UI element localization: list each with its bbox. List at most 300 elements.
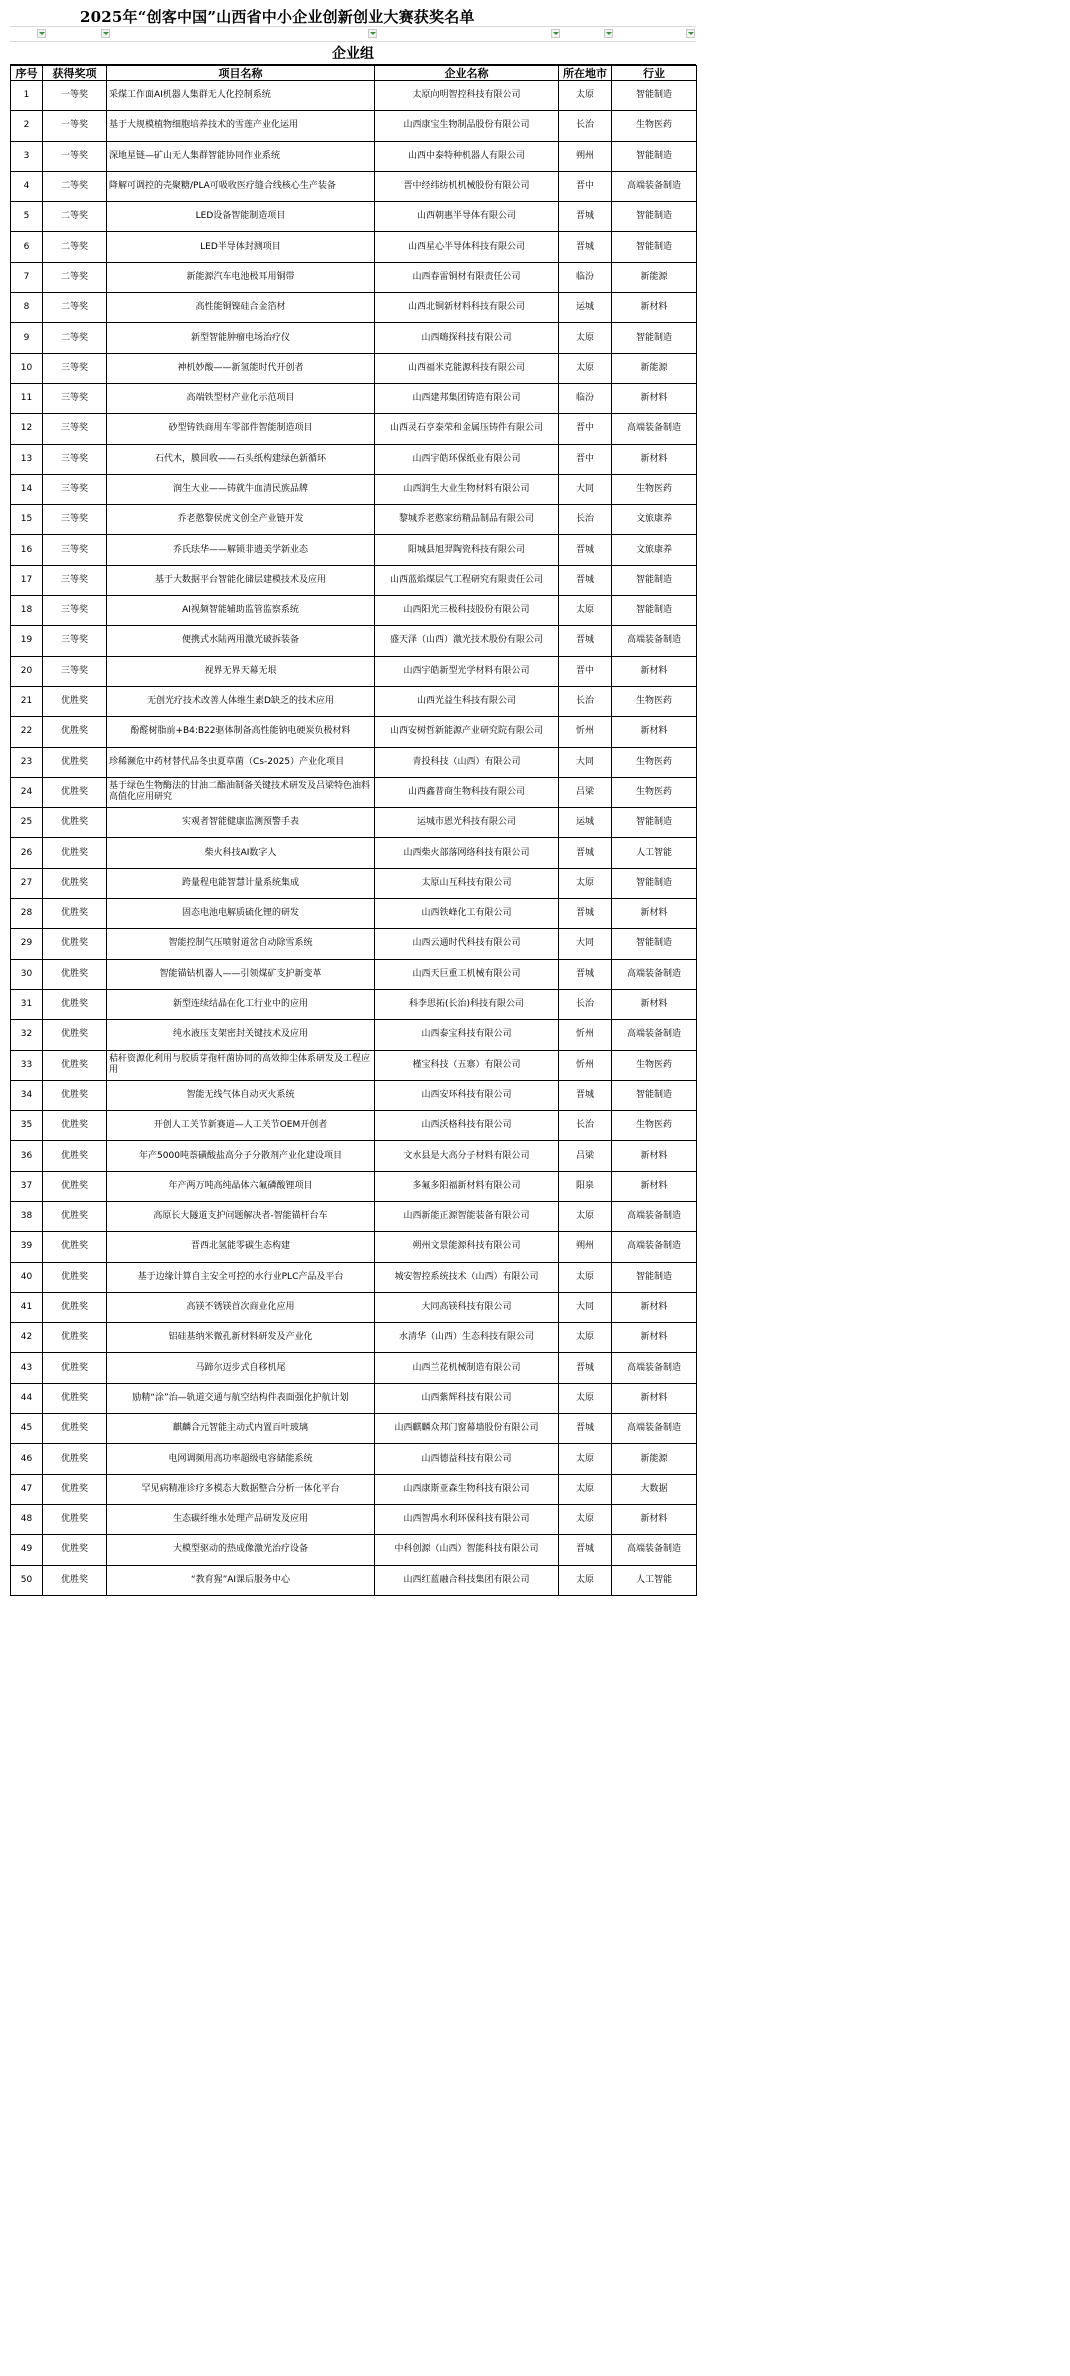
index-cell[interactable]: 9	[11, 323, 43, 353]
city-cell[interactable]: 晋中	[559, 444, 612, 474]
city-cell[interactable]: 大同	[559, 747, 612, 777]
project-cell[interactable]: 珍稀濒危中药材替代品冬虫夏草菌（Cs-2025）产业化项目	[107, 747, 375, 777]
index-cell[interactable]: 40	[11, 1262, 43, 1292]
project-cell[interactable]: 基于大数据平台智能化储层建模技术及应用	[107, 565, 375, 595]
award-cell[interactable]: 优胜奖	[43, 1201, 107, 1231]
industry-cell[interactable]: 新材料	[612, 1383, 697, 1413]
industry-cell[interactable]: 高端装备制造	[612, 414, 697, 444]
award-cell[interactable]: 三等奖	[43, 565, 107, 595]
industry-cell[interactable]: 智能制造	[612, 202, 697, 232]
city-cell[interactable]: 太原	[559, 323, 612, 353]
index-cell[interactable]: 8	[11, 293, 43, 323]
award-cell[interactable]: 三等奖	[43, 656, 107, 686]
index-cell[interactable]: 39	[11, 1232, 43, 1262]
project-cell[interactable]: 新能源汽车电池极耳用铜带	[107, 262, 375, 292]
award-cell[interactable]: 二等奖	[43, 171, 107, 201]
index-cell[interactable]: 16	[11, 535, 43, 565]
company-cell[interactable]: 山西朝惠半导体有限公司	[375, 202, 559, 232]
index-cell[interactable]: 25	[11, 808, 43, 838]
project-cell[interactable]: LED半导体封测项目	[107, 232, 375, 262]
company-cell[interactable]: 山西天巨重工机械有限公司	[375, 959, 559, 989]
index-cell[interactable]: 10	[11, 353, 43, 383]
award-cell[interactable]: 优胜奖	[43, 1474, 107, 1504]
index-cell[interactable]: 35	[11, 1111, 43, 1141]
project-cell[interactable]: 新型智能肿瘤电场治疗仪	[107, 323, 375, 353]
project-cell[interactable]: 电网调频用高功率超级电容储能系统	[107, 1444, 375, 1474]
industry-cell[interactable]: 智能制造	[612, 232, 697, 262]
index-cell[interactable]: 22	[11, 717, 43, 747]
index-cell[interactable]: 46	[11, 1444, 43, 1474]
industry-cell[interactable]: 新材料	[612, 1141, 697, 1171]
project-cell[interactable]: 麒麟合元智能主动式内置百叶玻璃	[107, 1414, 375, 1444]
industry-cell[interactable]: 智能制造	[612, 1262, 697, 1292]
city-cell[interactable]: 太原	[559, 596, 612, 626]
award-cell[interactable]: 二等奖	[43, 323, 107, 353]
award-cell[interactable]: 优胜奖	[43, 929, 107, 959]
industry-cell[interactable]: 高端装备制造	[612, 959, 697, 989]
company-cell[interactable]: 朔州文景能源科技有限公司	[375, 1232, 559, 1262]
award-cell[interactable]: 优胜奖	[43, 1565, 107, 1595]
index-cell[interactable]: 7	[11, 262, 43, 292]
project-cell[interactable]: 开创人工关节新赛道—人工关节OEM开创者	[107, 1111, 375, 1141]
city-cell[interactable]: 晋城	[559, 1353, 612, 1383]
industry-cell[interactable]: 智能制造	[612, 81, 697, 111]
city-cell[interactable]: 阳泉	[559, 1171, 612, 1201]
award-cell[interactable]: 三等奖	[43, 444, 107, 474]
index-cell[interactable]: 24	[11, 777, 43, 807]
company-cell[interactable]: 槿宝科技（五寨）有限公司	[375, 1050, 559, 1080]
industry-cell[interactable]: 生物医药	[612, 111, 697, 141]
company-cell[interactable]: 山西柴火部落网络科技有限公司	[375, 838, 559, 868]
company-cell[interactable]: 黎城乔老憨家纺精品制品有限公司	[375, 505, 559, 535]
company-cell[interactable]: 山西北铜新材料科技有限公司	[375, 293, 559, 323]
company-cell[interactable]: 山西春雷铜材有限责任公司	[375, 262, 559, 292]
index-cell[interactable]: 31	[11, 989, 43, 1019]
index-cell[interactable]: 41	[11, 1292, 43, 1322]
city-cell[interactable]: 太原	[559, 1262, 612, 1292]
project-cell[interactable]: 生态碳纤维水处理产品研发及应用	[107, 1504, 375, 1534]
company-cell[interactable]: 山西阳光三极科技股份有限公司	[375, 596, 559, 626]
industry-cell[interactable]: 大数据	[612, 1474, 697, 1504]
index-cell[interactable]: 14	[11, 474, 43, 504]
city-cell[interactable]: 忻州	[559, 717, 612, 747]
industry-cell[interactable]: 文旅康养	[612, 535, 697, 565]
award-cell[interactable]: 三等奖	[43, 596, 107, 626]
company-cell[interactable]: 山西宇皓新型光学材料有限公司	[375, 656, 559, 686]
company-cell[interactable]: 山西泰宝科技有限公司	[375, 1020, 559, 1050]
index-cell[interactable]: 6	[11, 232, 43, 262]
project-cell[interactable]: 年产两万吨高纯晶体六氟磷酸锂项目	[107, 1171, 375, 1201]
city-cell[interactable]: 太原	[559, 353, 612, 383]
project-cell[interactable]: 实观者智能健康监测预警手表	[107, 808, 375, 838]
award-cell[interactable]: 优胜奖	[43, 838, 107, 868]
project-cell[interactable]: 跨量程电能智慧计量系统集成	[107, 868, 375, 898]
city-cell[interactable]: 晋城	[559, 626, 612, 656]
company-cell[interactable]: 运城市恩光科技有限公司	[375, 808, 559, 838]
industry-cell[interactable]: 新材料	[612, 899, 697, 929]
award-cell[interactable]: 优胜奖	[43, 1444, 107, 1474]
city-cell[interactable]: 长治	[559, 686, 612, 716]
company-cell[interactable]: 山西沃格科技有限公司	[375, 1111, 559, 1141]
index-cell[interactable]: 11	[11, 383, 43, 413]
index-cell[interactable]: 4	[11, 171, 43, 201]
index-cell[interactable]: 33	[11, 1050, 43, 1080]
industry-cell[interactable]: 高端装备制造	[612, 1020, 697, 1050]
index-cell[interactable]: 37	[11, 1171, 43, 1201]
project-cell[interactable]: 高镁不锈镁首次商业化应用	[107, 1292, 375, 1322]
award-cell[interactable]: 优胜奖	[43, 989, 107, 1019]
project-cell[interactable]: 智能控制气压喷射道岔自动除雪系统	[107, 929, 375, 959]
industry-cell[interactable]: 生物医药	[612, 474, 697, 504]
index-cell[interactable]: 21	[11, 686, 43, 716]
industry-cell[interactable]: 高端装备制造	[612, 1535, 697, 1565]
project-cell[interactable]: 视界无界天幕无垠	[107, 656, 375, 686]
industry-cell[interactable]: 新材料	[612, 1292, 697, 1322]
company-cell[interactable]: 山西兰花机械制造有限公司	[375, 1353, 559, 1383]
city-cell[interactable]: 朔州	[559, 1232, 612, 1262]
project-cell[interactable]: 固态电池电解质硫化锂的研发	[107, 899, 375, 929]
filter-dropdown-icon[interactable]	[551, 29, 560, 38]
award-cell[interactable]: 二等奖	[43, 293, 107, 323]
project-cell[interactable]: 马蹄尔迈步式自移机尾	[107, 1353, 375, 1383]
industry-cell[interactable]: 人工智能	[612, 1565, 697, 1595]
award-cell[interactable]: 三等奖	[43, 474, 107, 504]
project-cell[interactable]: 智能锚钻机器人——引领煤矿支护新变革	[107, 959, 375, 989]
project-cell[interactable]: 年产5000吨萘磺酸盐高分子分散剂产业化建设项目	[107, 1141, 375, 1171]
industry-cell[interactable]: 智能制造	[612, 1080, 697, 1110]
company-cell[interactable]: 多氟多阳福新材料有限公司	[375, 1171, 559, 1201]
award-cell[interactable]: 优胜奖	[43, 1141, 107, 1171]
city-cell[interactable]: 忻州	[559, 1020, 612, 1050]
award-cell[interactable]: 三等奖	[43, 535, 107, 565]
company-cell[interactable]: 盛天泽（山西）激光技术股份有限公司	[375, 626, 559, 656]
project-cell[interactable]: 柴火科技AI数字人	[107, 838, 375, 868]
company-cell[interactable]: 山西星心半导体科技有限公司	[375, 232, 559, 262]
award-cell[interactable]: 优胜奖	[43, 1414, 107, 1444]
industry-cell[interactable]: 高端装备制造	[612, 1414, 697, 1444]
company-cell[interactable]: 山西新能正源智能装备有限公司	[375, 1201, 559, 1231]
city-cell[interactable]: 吕梁	[559, 1141, 612, 1171]
city-cell[interactable]: 太原	[559, 81, 612, 111]
project-cell[interactable]: LED设备智能制造项目	[107, 202, 375, 232]
industry-cell[interactable]: 新材料	[612, 1504, 697, 1534]
industry-cell[interactable]: 生物医药	[612, 1050, 697, 1080]
award-cell[interactable]: 优胜奖	[43, 868, 107, 898]
company-cell[interactable]: 青投科技（山西）有限公司	[375, 747, 559, 777]
filter-dropdown-icon[interactable]	[101, 29, 110, 38]
project-cell[interactable]: 励精“涂”治—轨道交通与航空结构件表面强化护航计划	[107, 1383, 375, 1413]
industry-cell[interactable]: 智能制造	[612, 596, 697, 626]
company-cell[interactable]: 山西润生大业生物材料有限公司	[375, 474, 559, 504]
industry-cell[interactable]: 智能制造	[612, 929, 697, 959]
project-cell[interactable]: 深地星链—矿山无人集群智能协同作业系统	[107, 141, 375, 171]
company-cell[interactable]: 太原山互科技有限公司	[375, 868, 559, 898]
project-cell[interactable]: “教育猩”AI课后服务中心	[107, 1565, 375, 1595]
award-cell[interactable]: 优胜奖	[43, 1535, 107, 1565]
company-cell[interactable]: 山西嗨探科技有限公司	[375, 323, 559, 353]
city-cell[interactable]: 太原	[559, 1565, 612, 1595]
city-cell[interactable]: 大同	[559, 929, 612, 959]
project-cell[interactable]: 新型连续结晶在化工行业中的应用	[107, 989, 375, 1019]
city-cell[interactable]: 大同	[559, 1292, 612, 1322]
company-cell[interactable]: 水清华（山西）生态科技有限公司	[375, 1323, 559, 1353]
industry-cell[interactable]: 智能制造	[612, 141, 697, 171]
award-cell[interactable]: 优胜奖	[43, 1111, 107, 1141]
project-cell[interactable]: 罕见病精准诊疗多模态大数据整合分析一体化平台	[107, 1474, 375, 1504]
city-cell[interactable]: 晋城	[559, 1080, 612, 1110]
award-cell[interactable]: 三等奖	[43, 414, 107, 444]
award-cell[interactable]: 优胜奖	[43, 1504, 107, 1534]
industry-cell[interactable]: 新材料	[612, 656, 697, 686]
index-cell[interactable]: 18	[11, 596, 43, 626]
industry-cell[interactable]: 新材料	[612, 293, 697, 323]
city-cell[interactable]: 晋城	[559, 1535, 612, 1565]
index-cell[interactable]: 43	[11, 1353, 43, 1383]
city-cell[interactable]: 朔州	[559, 141, 612, 171]
project-cell[interactable]: 石代木，膜回收——石头纸构建绿色新循环	[107, 444, 375, 474]
award-cell[interactable]: 优胜奖	[43, 686, 107, 716]
city-cell[interactable]: 晋城	[559, 232, 612, 262]
city-cell[interactable]: 临汾	[559, 383, 612, 413]
city-cell[interactable]: 晋城	[559, 899, 612, 929]
industry-cell[interactable]: 生物医药	[612, 777, 697, 807]
city-cell[interactable]: 大同	[559, 474, 612, 504]
index-cell[interactable]: 45	[11, 1414, 43, 1444]
industry-cell[interactable]: 文旅康养	[612, 505, 697, 535]
company-cell[interactable]: 山西德益科技有限公司	[375, 1444, 559, 1474]
industry-cell[interactable]: 新材料	[612, 1323, 697, 1353]
city-cell[interactable]: 太原	[559, 1201, 612, 1231]
industry-cell[interactable]: 高端装备制造	[612, 626, 697, 656]
award-cell[interactable]: 优胜奖	[43, 1262, 107, 1292]
award-cell[interactable]: 三等奖	[43, 383, 107, 413]
award-cell[interactable]: 优胜奖	[43, 1383, 107, 1413]
index-cell[interactable]: 27	[11, 868, 43, 898]
project-cell[interactable]: 降解可调控的壳聚糖/PLA可吸收医疗缝合线核心生产装备	[107, 171, 375, 201]
city-cell[interactable]: 太原	[559, 1474, 612, 1504]
index-cell[interactable]: 49	[11, 1535, 43, 1565]
industry-cell[interactable]: 新能源	[612, 262, 697, 292]
company-cell[interactable]: 山西福米克能源科技有限公司	[375, 353, 559, 383]
index-cell[interactable]: 48	[11, 1504, 43, 1534]
industry-cell[interactable]: 人工智能	[612, 838, 697, 868]
industry-cell[interactable]: 高端装备制造	[612, 1232, 697, 1262]
award-cell[interactable]: 优胜奖	[43, 808, 107, 838]
company-cell[interactable]: 阳城县旭羿陶瓷科技有限公司	[375, 535, 559, 565]
project-cell[interactable]: 乔氏珐华——解锁非遗美学新业态	[107, 535, 375, 565]
project-cell[interactable]: 润生大业——铸就牛血清民族品牌	[107, 474, 375, 504]
company-cell[interactable]: 山西蓝焰煤层气工程研究有限责任公司	[375, 565, 559, 595]
award-cell[interactable]: 一等奖	[43, 141, 107, 171]
company-cell[interactable]: 晋中经纬纺机机械股份有限公司	[375, 171, 559, 201]
city-cell[interactable]: 运城	[559, 293, 612, 323]
industry-cell[interactable]: 高端装备制造	[612, 171, 697, 201]
index-cell[interactable]: 2	[11, 111, 43, 141]
city-cell[interactable]: 晋中	[559, 656, 612, 686]
project-cell[interactable]: 秸秆资源化利用与胶质芽孢杆菌协同的高效抑尘体系研发及工程应用	[107, 1050, 375, 1080]
company-cell[interactable]: 山西铁峰化工有限公司	[375, 899, 559, 929]
award-cell[interactable]: 优胜奖	[43, 1050, 107, 1080]
project-cell[interactable]: 便携式水陆两用激光破拆装备	[107, 626, 375, 656]
city-cell[interactable]: 长治	[559, 111, 612, 141]
index-cell[interactable]: 19	[11, 626, 43, 656]
industry-cell[interactable]: 新材料	[612, 989, 697, 1019]
company-cell[interactable]: 太原向明智控科技有限公司	[375, 81, 559, 111]
award-cell[interactable]: 三等奖	[43, 626, 107, 656]
index-cell[interactable]: 47	[11, 1474, 43, 1504]
index-cell[interactable]: 29	[11, 929, 43, 959]
company-cell[interactable]: 文水县是大高分子材料有限公司	[375, 1141, 559, 1171]
company-cell[interactable]: 山西康宝生物制品股份有限公司	[375, 111, 559, 141]
project-cell[interactable]: 采煤工作面AI机器人集群无人化控制系统	[107, 81, 375, 111]
city-cell[interactable]: 晋城	[559, 838, 612, 868]
index-cell[interactable]: 12	[11, 414, 43, 444]
project-cell[interactable]: 铝硅基纳米微孔新材料研发及产业化	[107, 1323, 375, 1353]
index-cell[interactable]: 38	[11, 1201, 43, 1231]
project-cell[interactable]: 基于绿色生物酶法的甘油二酯油制备关键技术研发及吕梁特色油料高值化应用研究	[107, 777, 375, 807]
index-cell[interactable]: 13	[11, 444, 43, 474]
company-cell[interactable]: 山西鑫普商生物科技有限公司	[375, 777, 559, 807]
industry-cell[interactable]: 新材料	[612, 1171, 697, 1201]
award-cell[interactable]: 优胜奖	[43, 1353, 107, 1383]
company-cell[interactable]: 山西安树哲新能源产业研究院有限公司	[375, 717, 559, 747]
city-cell[interactable]: 长治	[559, 1111, 612, 1141]
project-cell[interactable]: 纯水液压支架密封关键技术及应用	[107, 1020, 375, 1050]
project-cell[interactable]: 大模型驱动的热成像激光治疗设备	[107, 1535, 375, 1565]
company-cell[interactable]: 山西云通时代科技有限公司	[375, 929, 559, 959]
award-cell[interactable]: 优胜奖	[43, 717, 107, 747]
industry-cell[interactable]: 新材料	[612, 383, 697, 413]
project-cell[interactable]: 基于大规模植物细胞培养技术的雪莲产业化运用	[107, 111, 375, 141]
index-cell[interactable]: 28	[11, 899, 43, 929]
index-cell[interactable]: 42	[11, 1323, 43, 1353]
city-cell[interactable]: 晋中	[559, 414, 612, 444]
project-cell[interactable]: 高性能铜镍硅合金箔材	[107, 293, 375, 323]
project-cell[interactable]: 砂型铸铁商用车零部件智能制造项目	[107, 414, 375, 444]
index-cell[interactable]: 30	[11, 959, 43, 989]
index-cell[interactable]: 34	[11, 1080, 43, 1110]
city-cell[interactable]: 太原	[559, 868, 612, 898]
company-cell[interactable]: 山西建邦集团铸造有限公司	[375, 383, 559, 413]
project-cell[interactable]: AI视频智能辅助监管监察系统	[107, 596, 375, 626]
company-cell[interactable]: 山西康斯亚森生物科技有限公司	[375, 1474, 559, 1504]
industry-cell[interactable]: 生物医药	[612, 1111, 697, 1141]
award-cell[interactable]: 优胜奖	[43, 1232, 107, 1262]
project-cell[interactable]: 高原长大隧道支护问题解决者-智能锚杆台车	[107, 1201, 375, 1231]
index-cell[interactable]: 26	[11, 838, 43, 868]
company-cell[interactable]: 山西光益生科技有限公司	[375, 686, 559, 716]
award-cell[interactable]: 二等奖	[43, 232, 107, 262]
industry-cell[interactable]: 高端装备制造	[612, 1353, 697, 1383]
award-cell[interactable]: 优胜奖	[43, 777, 107, 807]
project-cell[interactable]: 神机妙酸——新氢能时代开创者	[107, 353, 375, 383]
award-cell[interactable]: 优胜奖	[43, 1020, 107, 1050]
industry-cell[interactable]: 高端装备制造	[612, 1201, 697, 1231]
index-cell[interactable]: 50	[11, 1565, 43, 1595]
company-cell[interactable]: 山西宇皓环保纸业有限公司	[375, 444, 559, 474]
project-cell[interactable]: 乔老憨黎侯虎文创全产业链开发	[107, 505, 375, 535]
city-cell[interactable]: 太原	[559, 1444, 612, 1474]
city-cell[interactable]: 晋城	[559, 565, 612, 595]
award-cell[interactable]: 二等奖	[43, 202, 107, 232]
award-cell[interactable]: 优胜奖	[43, 899, 107, 929]
company-cell[interactable]: 科李思拓(长治)科技有限公司	[375, 989, 559, 1019]
city-cell[interactable]: 晋城	[559, 202, 612, 232]
company-cell[interactable]: 山西智禹水利环保科技有限公司	[375, 1504, 559, 1534]
company-cell[interactable]: 山西麒麟众邦门窗幕墙股份有限公司	[375, 1414, 559, 1444]
industry-cell[interactable]: 生物医药	[612, 747, 697, 777]
city-cell[interactable]: 忻州	[559, 1050, 612, 1080]
project-cell[interactable]: 无创光疗技术改善人体维生素D缺乏的技术应用	[107, 686, 375, 716]
index-cell[interactable]: 1	[11, 81, 43, 111]
index-cell[interactable]: 36	[11, 1141, 43, 1171]
industry-cell[interactable]: 新材料	[612, 717, 697, 747]
city-cell[interactable]: 吕梁	[559, 777, 612, 807]
project-cell[interactable]: 高端铁型材产业化示范项目	[107, 383, 375, 413]
index-cell[interactable]: 3	[11, 141, 43, 171]
award-cell[interactable]: 三等奖	[43, 353, 107, 383]
city-cell[interactable]: 运城	[559, 808, 612, 838]
city-cell[interactable]: 晋城	[559, 1414, 612, 1444]
company-cell[interactable]: 中科创源（山西）智能科技有限公司	[375, 1535, 559, 1565]
company-cell[interactable]: 山西安环科技有限公司	[375, 1080, 559, 1110]
industry-cell[interactable]: 新能源	[612, 353, 697, 383]
city-cell[interactable]: 长治	[559, 989, 612, 1019]
award-cell[interactable]: 优胜奖	[43, 1080, 107, 1110]
filter-dropdown-icon[interactable]	[604, 29, 613, 38]
award-cell[interactable]: 三等奖	[43, 505, 107, 535]
index-cell[interactable]: 44	[11, 1383, 43, 1413]
project-cell[interactable]: 酚醛树脂前+B4:B22驱体制备高性能钠电硬炭负极材料	[107, 717, 375, 747]
index-cell[interactable]: 32	[11, 1020, 43, 1050]
company-cell[interactable]: 城安智控系统技术（山西）有限公司	[375, 1262, 559, 1292]
company-cell[interactable]: 山西中泰特种机器人有限公司	[375, 141, 559, 171]
project-cell[interactable]: 基于边缘计算自主安全可控的水行业PLC产品及平台	[107, 1262, 375, 1292]
filter-dropdown-icon[interactable]	[368, 29, 377, 38]
index-cell[interactable]: 17	[11, 565, 43, 595]
city-cell[interactable]: 晋城	[559, 959, 612, 989]
index-cell[interactable]: 5	[11, 202, 43, 232]
index-cell[interactable]: 23	[11, 747, 43, 777]
award-cell[interactable]: 优胜奖	[43, 1171, 107, 1201]
industry-cell[interactable]: 智能制造	[612, 323, 697, 353]
city-cell[interactable]: 太原	[559, 1323, 612, 1353]
industry-cell[interactable]: 智能制造	[612, 565, 697, 595]
award-cell[interactable]: 二等奖	[43, 262, 107, 292]
award-cell[interactable]: 优胜奖	[43, 747, 107, 777]
city-cell[interactable]: 长治	[559, 505, 612, 535]
industry-cell[interactable]: 生物医药	[612, 686, 697, 716]
industry-cell[interactable]: 智能制造	[612, 808, 697, 838]
project-cell[interactable]: 晋西北氢能零碳生态构建	[107, 1232, 375, 1262]
city-cell[interactable]: 太原	[559, 1383, 612, 1413]
award-cell[interactable]: 优胜奖	[43, 1292, 107, 1322]
city-cell[interactable]: 晋中	[559, 171, 612, 201]
company-cell[interactable]: 山西红蓝融合科技集团有限公司	[375, 1565, 559, 1595]
index-cell[interactable]: 15	[11, 505, 43, 535]
filter-dropdown-icon[interactable]	[37, 29, 46, 38]
city-cell[interactable]: 晋城	[559, 535, 612, 565]
industry-cell[interactable]: 新能源	[612, 1444, 697, 1474]
project-cell[interactable]: 智能无线气体自动灭火系统	[107, 1080, 375, 1110]
company-cell[interactable]: 山西灵石亨泰荣和金属压铸件有限公司	[375, 414, 559, 444]
industry-cell[interactable]: 新材料	[612, 444, 697, 474]
filter-dropdown-icon[interactable]	[686, 29, 695, 38]
award-cell[interactable]: 一等奖	[43, 81, 107, 111]
city-cell[interactable]: 临汾	[559, 262, 612, 292]
industry-cell[interactable]: 智能制造	[612, 868, 697, 898]
award-cell[interactable]: 一等奖	[43, 111, 107, 141]
